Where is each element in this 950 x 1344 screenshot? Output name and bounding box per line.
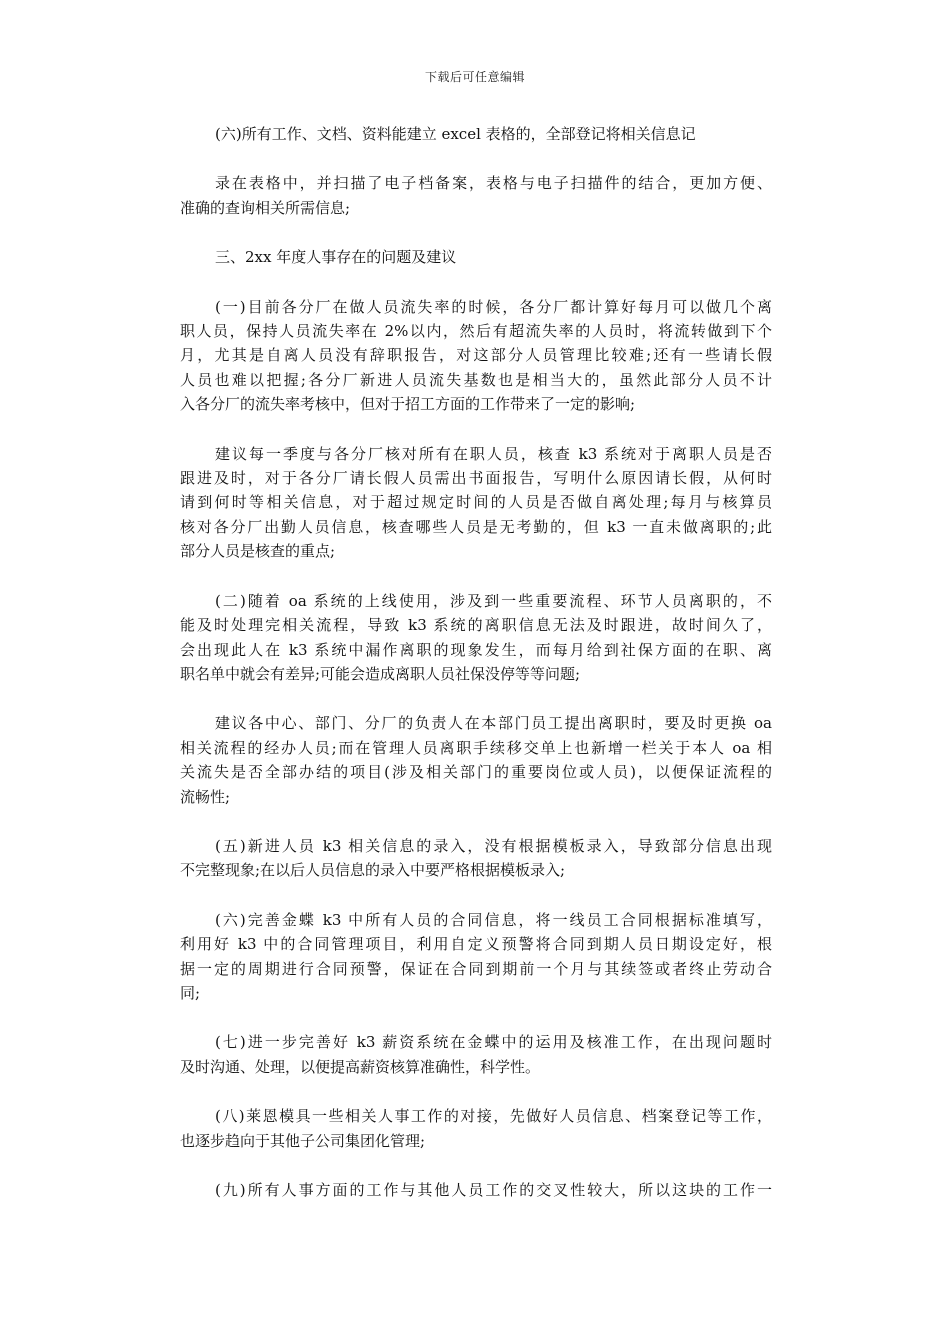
paragraph-k3-entry [180,834,772,883]
paragraph-line: 建议各中心、部门、分厂的负责人在本部门员工提出离职时，要及时更换 oa [215,714,772,733]
paragraph-line: 职名单中就会有差异;可能会造成离职人员社保没停等等问题; [180,664,581,683]
paragraph-line: 会出现此人在 k3 系统中漏作离职的现象发生，而每月给到社保方面的在职、离 [180,640,772,659]
paragraph-excel-records [180,122,772,146]
paragraph-line: 能及时处理完相关流程，导致 k3 系统的离职信息无法及时跟进，故时间久了， [180,616,772,635]
paragraph-line: 入各分厂的流失率考核中，但对于招工方面的工作带来了一定的影响; [180,395,636,414]
paragraph-line: 月，尤其是自离人员没有辞职报告，对这部分人员管理比较难;还有一些请长假 [180,346,772,365]
paragraph-oa-suggestion [180,711,772,809]
paragraph-line: (六)完善金蝶 k3 中所有人员的合同信息，将一线员工合同根据标准填写， [215,910,772,929]
paragraph-line: 跟进及时，对于各分厂请长假人员需出书面报告，写明什么原因请长假，从何时 [180,469,772,488]
paragraph-line: (二)随着 oa 系统的上线使用，涉及到一些重要流程、环节人员离职的，不 [215,591,772,610]
paragraph-line: 建议每一季度与各分厂核对所有在职人员，核查 k3 系统对于离职人员是否 [215,444,772,463]
paragraph-line: 及时沟通、处理，以便提高薪资核算准确性，科学性。 [180,1057,541,1076]
paragraph-oa-system [180,589,772,687]
paragraph-line: (八)莱恩模具一些相关人事工作的对接，先做好人员信息、档案登记等工作， [215,1107,772,1126]
paragraph-line: 关流失是否全部办结的项目(涉及相关部门的重要岗位或人员)，以便保证流程的 [180,763,772,782]
section-heading-problems [180,245,772,269]
paragraph-line: 相关流程的经办人员;而在管理人员离职手续移交单上也新增一栏关于本人 oa 相 [180,738,772,757]
paragraph-line: (五)新进人员 k3 相关信息的录入，没有根据模板录入，导致部分信息出现 [215,836,772,855]
paragraph-contracts [180,908,772,1006]
paragraph-line: (七)进一步完善好 k3 薪资系统在金蝶中的运用及核准工作，在出现问题时 [215,1033,772,1052]
paragraph-line: 流畅性; [180,787,231,806]
paragraph-line: 也逐步趋向于其他子公司集团化管理; [180,1131,426,1150]
paragraph-line: 不完整现象;在以后人员信息的录入中要严格根据模板录入; [180,861,566,880]
paragraph-line: 核对各分厂出勤人员信息，核查哪些人员是无考勤的，但 k3 一直未做离职的;此 [180,517,772,536]
paragraph-line: 据一定的周期进行合同预警，保证在合同到期前一个月与其续签或者终止劳动合 [180,959,772,978]
paragraph-line: (一)目前各分厂在做人员流失率的时候，各分厂都计算好每月可以做几个离 [215,297,772,316]
paragraph-line: 准确的查询相关所需信息; [180,198,351,217]
paragraph-line: 部分人员是核查的重点; [180,542,336,561]
paragraph-line: 利用好 k3 中的合同管理项目，利用自定义预警将合同到期人员日期设定好，根 [180,935,772,954]
paragraph-payroll [180,1030,772,1079]
paragraph-line: 人员也难以把握;各分厂新进人员流失基数也是相当大的，虽然此部分人员不计 [180,370,772,389]
paragraph-quarterly-check [180,442,772,564]
paragraph-excel-records-continued [180,171,772,220]
paragraph-turnover-rate [180,295,772,417]
paragraph-line: (六)所有工作、文档、资料能建立 excel 表格的，全部登记将相关信息记 [215,125,696,143]
paragraph-mold-company [180,1104,772,1153]
paragraph-line: 同; [180,983,201,1002]
paragraph-line: 职人员，保持人员流失率在 2%以内，然后有超流失率的人员时，将流转做到下个 [180,322,772,341]
paragraph-line: (九)所有人事方面的工作与其他人员工作的交叉性较大，所以这块的工作一 [215,1181,772,1199]
page-header: 下载后可任意编辑 [424,70,525,84]
document-body [180,122,772,1227]
section-heading: 三、2xx 年度人事存在的问题及建议 [215,248,457,267]
paragraph-line: 录在表格中，并扫描了电子档备案，表格与电子扫描件的结合，更加方便、 [215,174,772,193]
paragraph-cross-work [180,1178,772,1202]
paragraph-line: 请到何时等相关信息，对于超过规定时间的人员是否做自离处理;每月与核算员 [180,493,772,512]
